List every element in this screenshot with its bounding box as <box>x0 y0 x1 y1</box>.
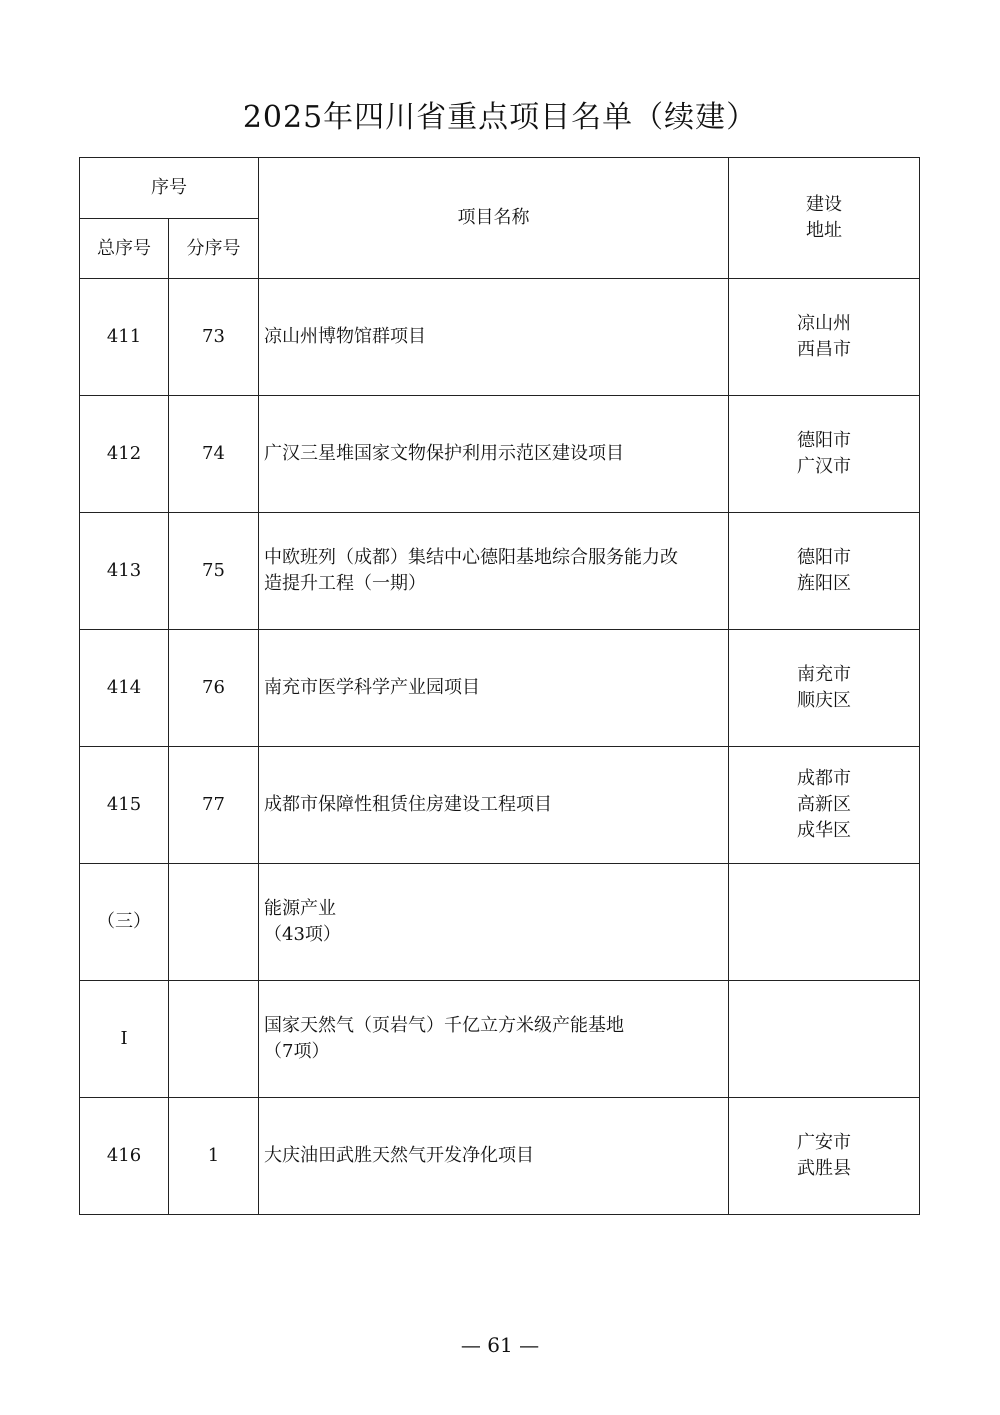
project-name-line: 南充市医学科学产业园项目 <box>264 677 480 698</box>
location-cell <box>729 981 920 1098</box>
page-number: — 61 — <box>460 1333 540 1357</box>
project-name-cell <box>259 747 729 864</box>
sub-seq-cell: 76 <box>169 630 259 747</box>
sub-seq-cell: 1 <box>169 1098 259 1215</box>
sub-seq-cell: 74 <box>169 396 259 513</box>
location-header-line1: 建设 <box>806 194 842 215</box>
total-seq-cell: 411 <box>80 279 169 396</box>
location-line: 西昌市 <box>797 339 851 360</box>
total-seq-cell: 413 <box>80 513 169 630</box>
sub-seq-cell <box>169 981 259 1098</box>
location-header-line2: 地址 <box>806 220 842 241</box>
table-row <box>80 396 920 513</box>
project-name-cell <box>259 279 729 396</box>
location-header <box>729 158 920 279</box>
location-cell <box>729 279 920 396</box>
location-line: 南充市 <box>797 664 851 685</box>
total-seq-cell: 416 <box>80 1098 169 1215</box>
location-line: 旌阳区 <box>797 573 851 594</box>
total-seq-cell: 412 <box>80 396 169 513</box>
project-name-cell <box>259 630 729 747</box>
project-name-line: 中欧班列（成都）集结中心德阳基地综合服务能力改 <box>264 547 678 568</box>
location-line: 成华区 <box>797 820 851 841</box>
project-name-cell <box>259 981 729 1098</box>
location-cell <box>729 864 920 981</box>
location-line: 广汉市 <box>797 456 851 477</box>
location-line: 凉山州 <box>797 313 851 334</box>
location-cell <box>729 1098 920 1215</box>
table-row <box>80 981 920 1098</box>
location-cell <box>729 396 920 513</box>
project-name-line: 造提升工程（一期） <box>264 573 426 594</box>
project-table-body <box>80 158 920 1215</box>
sub-seq-cell: 77 <box>169 747 259 864</box>
page-title: 2025年四川省重点项目名单（续建） <box>242 100 758 135</box>
project-name-line: 凉山州博物馆群项目 <box>264 326 426 347</box>
location-line: 高新区 <box>797 794 851 815</box>
total-seq-cell: 415 <box>80 747 169 864</box>
project-name-line: 广汉三星堆国家文物保护利用示范区建设项目 <box>264 443 624 464</box>
table-row <box>80 630 920 747</box>
project-name-cell <box>259 396 729 513</box>
sub-seq-header: 分序号 <box>169 219 259 279</box>
project-name-cell <box>259 513 729 630</box>
project-name-line: 能源产业 <box>264 898 336 919</box>
total-seq-cell: I <box>80 981 169 1098</box>
total-seq-header: 总序号 <box>80 219 169 279</box>
table-row <box>80 1098 920 1215</box>
table-row <box>80 513 920 630</box>
total-seq-cell: （三） <box>80 864 169 981</box>
seq-header: 序号 <box>80 158 259 219</box>
project-name-line: 成都市保障性租赁住房建设工程项目 <box>264 794 552 815</box>
location-line: 顺庆区 <box>797 690 851 711</box>
location-line: 武胜县 <box>797 1158 851 1179</box>
project-name-line: 大庆油田武胜天然气开发净化项目 <box>264 1145 534 1166</box>
location-line: 广安市 <box>797 1132 851 1153</box>
project-name-line: （43项） <box>264 924 341 945</box>
location-line: 德阳市 <box>797 547 851 568</box>
table-row <box>80 864 920 981</box>
project-name-cell <box>259 1098 729 1215</box>
sub-seq-cell <box>169 864 259 981</box>
total-seq-cell: 414 <box>80 630 169 747</box>
project-table <box>79 157 920 1215</box>
project-name-cell <box>259 864 729 981</box>
project-name-line: （7项） <box>264 1041 330 1062</box>
project-name-line: 国家天然气（页岩气）千亿立方米级产能基地 <box>264 1015 624 1036</box>
location-line: 成都市 <box>797 768 851 789</box>
location-cell <box>729 747 920 864</box>
sub-seq-cell: 73 <box>169 279 259 396</box>
header-row-1 <box>80 158 920 219</box>
location-cell <box>729 513 920 630</box>
table-row <box>80 747 920 864</box>
location-cell <box>729 630 920 747</box>
location-line: 德阳市 <box>797 430 851 451</box>
project-name-header: 项目名称 <box>259 158 729 279</box>
table-row <box>80 279 920 396</box>
sub-seq-cell: 75 <box>169 513 259 630</box>
